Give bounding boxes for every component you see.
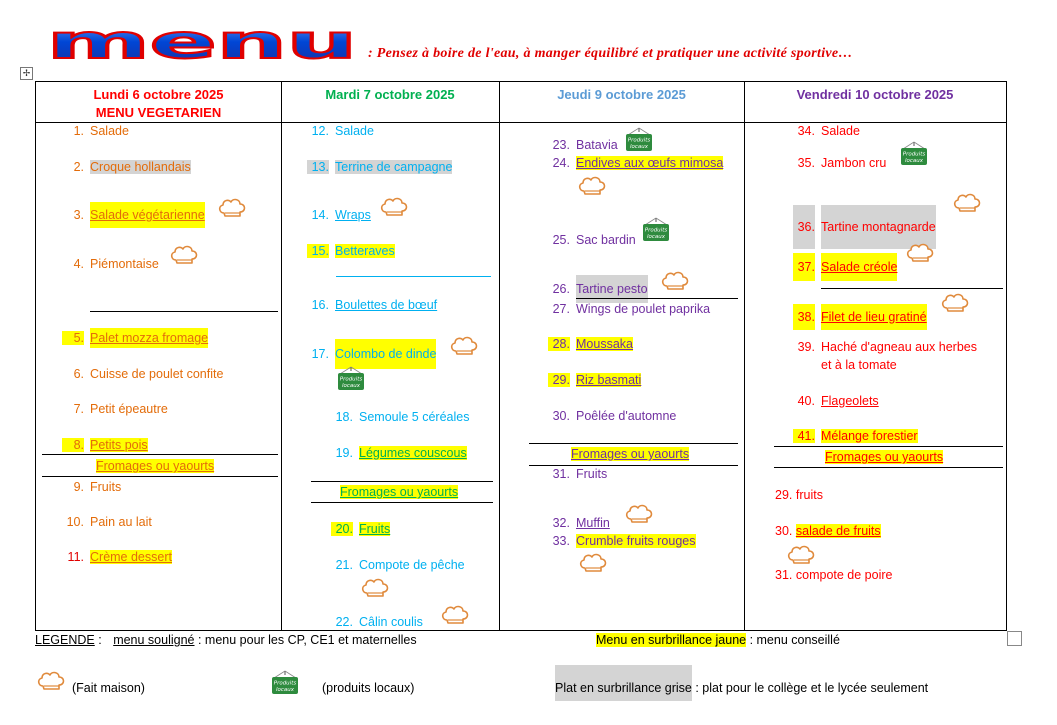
menu-item: 1. Salade — [73, 124, 129, 138]
svg-text:locaux: locaux — [646, 234, 666, 240]
chef-hat-icon — [169, 244, 199, 269]
menu-item: 21. Compote de pêche — [335, 558, 465, 572]
menu-item: 2. Croque hollandais — [73, 160, 191, 174]
svg-text:locaux: locaux — [341, 383, 361, 389]
menu-item: 11. Crème dessert — [67, 550, 172, 564]
menu-item: et à la tomate — [821, 358, 897, 372]
legend-local: (produits locaux) — [322, 681, 415, 695]
menu-item: 39. Haché d'agneau aux herbes — [797, 340, 977, 354]
menu-logo — [44, 31, 360, 63]
svg-text:Produits: Produits — [339, 376, 363, 383]
menu-item: 18. Semoule 5 céréales — [335, 410, 470, 424]
menu-item: 41. Mélange forestier — [793, 429, 918, 443]
menu-item: Fromages ou yaourts — [96, 459, 215, 473]
header-mardi: Mardi 7 octobre 2025 — [325, 87, 455, 102]
menu-item: 5. Palet mozza fromage — [62, 331, 208, 345]
menu-item: 38. Filet de lieu gratiné — [793, 304, 927, 330]
produits-locaux-icon — [270, 670, 300, 699]
chef-hat-icon — [786, 544, 816, 569]
menu-item: 31. compote de poire — [775, 568, 893, 582]
svg-text:Produits: Produits — [627, 137, 651, 144]
svg-text:Produits: Produits — [273, 680, 297, 687]
table-resize-handle[interactable] — [1007, 631, 1022, 646]
chef-hat-icon — [940, 292, 970, 317]
menu-item: 32. Muffin — [552, 516, 610, 530]
produits-locaux-icon — [624, 127, 654, 156]
menu-item: 40. Flageolets — [797, 394, 879, 408]
legend-grey: Plat en surbrillance grise : plat pour le collège et le lycée seulement — [555, 665, 928, 701]
header-lundi: Lundi 6 octobre 2025 MENU VEGETARIEN — [93, 87, 224, 120]
menu-table — [35, 81, 1007, 631]
header-vendredi: Vendredi 10 octobre 2025 — [796, 87, 954, 102]
chef-hat-icon — [449, 335, 479, 360]
menu-item: 29. Riz basmati — [548, 373, 641, 387]
chef-hat-icon — [360, 577, 390, 602]
menu-item: 30. Poêlée d'automne — [552, 409, 677, 423]
chef-hat-icon — [905, 242, 935, 267]
menu-item: 28. Moussaka — [548, 337, 633, 351]
legend-yellow: Menu en surbrillance jaune : menu conseillé — [596, 633, 840, 647]
menu-item: 23. Batavia — [552, 138, 618, 152]
header-jeudi: Jeudi 9 octobre 2025 — [557, 87, 686, 102]
produits-locaux-icon — [336, 366, 366, 395]
chef-hat-icon — [577, 175, 607, 200]
menu-item: 24. Endives aux œufs mimosa — [552, 156, 724, 170]
menu-item: 31. Fruits — [552, 467, 608, 481]
svg-text:Produits: Produits — [902, 151, 926, 158]
menu-item: 9. Fruits — [73, 480, 122, 494]
menu-item: 37. Salade créole — [793, 253, 897, 281]
menu-item: Fromages ou yaourts — [340, 485, 459, 499]
slogan: : Pensez à boire de l'eau, à manger équilibré et pratiquer une activité sportive… — [368, 46, 853, 61]
menu-item: 12. Salade — [311, 124, 374, 138]
menu-item: Fromages ou yaourts — [825, 450, 944, 464]
menu-item: 33. Crumble fruits rouges — [552, 534, 696, 548]
menu-item: 19. Légumes couscous — [335, 446, 467, 460]
menu-item: Fromages ou yaourts — [571, 447, 690, 461]
produits-locaux-icon — [641, 217, 671, 246]
chef-hat-icon — [578, 552, 608, 577]
menu-item: 7. Petit épeautre — [73, 402, 168, 416]
svg-text:locaux: locaux — [904, 158, 924, 164]
menu-item: 3. Salade végétarienne — [62, 208, 205, 222]
table-move-handle-icon[interactable]: ✢ — [20, 67, 33, 80]
chef-hat-icon — [379, 196, 409, 221]
menu-item: 13. Terrine de campagne — [307, 160, 452, 174]
menu-item: 34. Salade — [797, 124, 860, 138]
menu-item: 15. Betteraves — [307, 244, 395, 258]
menu-item: 30. salade de fruits — [775, 524, 881, 538]
menu-item: 8. Petits pois — [62, 438, 148, 452]
menu-item: 4. Piémontaise — [73, 257, 159, 271]
chef-hat-icon — [624, 503, 654, 528]
menu-item: 17. Colombo de dinde — [307, 347, 436, 361]
chef-hat-icon — [660, 270, 690, 295]
svg-text:Produits: Produits — [644, 227, 668, 234]
menu-item: 25. Sac bardin — [552, 233, 636, 247]
menu-item: 16. Boulettes de bœuf — [311, 298, 438, 312]
chef-hat-icon — [36, 670, 66, 695]
menu-item: 29. fruits — [775, 488, 823, 502]
produits-locaux-icon — [899, 141, 929, 170]
menu-item: 10. Pain au lait — [66, 515, 152, 529]
menu-item: 22. Câlin coulis — [335, 615, 423, 629]
chef-hat-icon — [440, 604, 470, 629]
menu-item: 6. Cuisse de poulet confite — [73, 367, 224, 381]
legend-homemade: (Fait maison) — [72, 681, 145, 695]
menu-item: 20. Fruits — [331, 522, 390, 536]
legend-underline: LEGENDE : menu souligné : menu pour les CP, CE1 et maternelles — [35, 633, 417, 647]
chef-hat-icon — [217, 197, 247, 222]
menu-item: 35. Jambon cru — [797, 156, 887, 170]
menu-item: 36. Tartine montagnarde — [793, 205, 936, 249]
menu-item: 26. Tartine pesto — [548, 282, 648, 296]
menu-item: 27. Wings de poulet paprika — [552, 302, 711, 316]
svg-text:locaux: locaux — [275, 687, 295, 693]
svg-text:locaux: locaux — [629, 144, 649, 150]
chef-hat-icon — [952, 192, 982, 217]
menu-item: 14. Wraps — [311, 208, 371, 222]
svg-text:menu: menu — [47, 31, 357, 63]
